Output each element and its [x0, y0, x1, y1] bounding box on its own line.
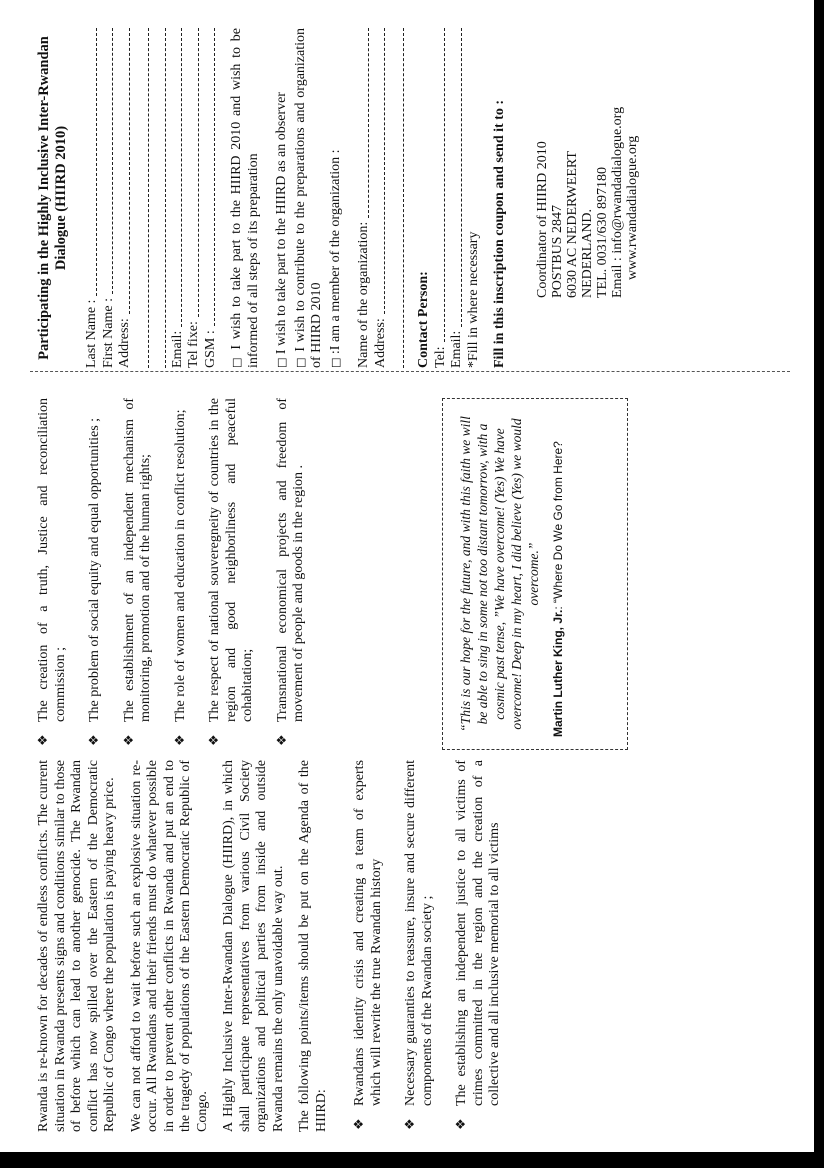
- organization-name-field[interactable]: Name of the organization:: [356, 28, 373, 368]
- address-line-2[interactable]: [134, 28, 149, 368]
- tel-fixe-field[interactable]: Tel fixe:: [186, 28, 203, 368]
- organization-address-field[interactable]: Address:: [373, 28, 390, 368]
- intro-paragraph-3: A Highly Inclusive Inter-Rwandan Dialogue (HIIRD), in which shall participate representatives from various Civil Society organizations and political parties from inside and outside Rwanda remains the only unavoidable way out.: [221, 760, 286, 1132]
- diamond-bullet-icon: ❖: [172, 734, 188, 746]
- mlk-quote-box: [442, 398, 628, 750]
- email-field[interactable]: Email:: [170, 28, 187, 368]
- intro-paragraph-1: Rwanda is re-known for decades of endless conflicts. The current situation in Rwanda presents signs and conditions similar to those of before which can lead to another genocide. The Rwandan conflict has now spilled over the Eastern of the Democratic Republic of Congo where the population is paying heavy price.: [36, 760, 117, 1132]
- checkbox-icon[interactable]: □: [328, 357, 342, 368]
- address-line: POSTBUS 2847: [549, 205, 565, 298]
- last-name-field[interactable]: Last Name :: [84, 28, 101, 368]
- diamond-bullet-icon: ❖: [352, 1118, 367, 1130]
- checkbox-icon[interactable]: □: [293, 356, 307, 368]
- quote-text: “This is our hope for the future, and with this faith we will be able to sing in some not too distant tomorrow, with a cosmic past tense, ”We have overcome! (Yes) We have overcome! Deep in my heart, I did believe (Yes) we would overcome.”: [458, 416, 541, 732]
- agenda-item-2: ❖ Necessary guaranties to reassure, insure and secure different components of the Rwandan society ;: [403, 760, 435, 1130]
- diamond-bullet-icon: ❖: [36, 734, 51, 746]
- first-name-field[interactable]: First Name :: [101, 28, 118, 368]
- agenda-item-9: ❖ Transnational economical projects and freedom of movement of people and goods in the region .: [274, 398, 306, 746]
- checkbox-take-part[interactable]: □ I wish to take part to the HIIRD 2010 and wish to be informed of all steps of its preparation: [229, 28, 261, 368]
- diamond-bullet-icon: ❖: [403, 1118, 418, 1130]
- agenda-item-7: ❖ The role of women and education in conflict resolution;: [172, 409, 188, 746]
- agenda-item-6: ❖ The establishment of an independent mechanism of monitoring, promotion and of the human rights;: [121, 398, 153, 746]
- checkbox-member[interactable]: □ :I am a member of the organization :: [327, 149, 343, 368]
- diamond-bullet-icon: ❖: [274, 734, 290, 746]
- postal-address: [535, 28, 640, 298]
- fill-note: *Fill in where necessary: [465, 231, 481, 368]
- diamond-bullet-icon: ❖: [121, 734, 137, 746]
- intro-paragraph-4: The following points/items should be put on the Agenda of the HIIRD:: [297, 760, 329, 1132]
- address-line: TEL. 0031/630 897180: [594, 166, 610, 298]
- gsm-field[interactable]: GSM :: [203, 28, 220, 368]
- agenda-item-1: ❖ Rwandans identity crisis and creating a team of experts which will rewrite the true Rwandan history: [352, 760, 384, 1130]
- diamond-bullet-icon: ❖: [207, 734, 222, 746]
- contact-person-title: Contact Person:: [416, 271, 431, 368]
- checkbox-icon[interactable]: □: [275, 357, 288, 368]
- agenda-item-4: ❖ The creation of a truth, Justice and reconciliation commission ;: [36, 398, 68, 746]
- checkbox-observer[interactable]: □ I wish to take part to the HIIRD as an observer: [274, 92, 289, 368]
- quote-source: : “Where Do We Go from Here?: [551, 441, 565, 610]
- intro-column: [36, 760, 516, 1132]
- agenda-item-8: ❖ The respect of national souveregneity of countries in the region and good neighborliness and peaceful cohabitation;: [207, 398, 255, 746]
- checkbox-contribute[interactable]: □ I wish to contribute to the preparations and organization of HIIRD 2010: [292, 27, 324, 368]
- diamond-bullet-icon: ❖: [454, 1118, 469, 1130]
- address-website[interactable]: www.rwandadialogue.org: [624, 135, 640, 280]
- quote-author: Martin Luther King, Jr.: [551, 609, 565, 737]
- agenda-item-5: ❖ The problem of social equity and equal opportunities ;: [87, 417, 102, 746]
- column-divider: [30, 371, 790, 372]
- agenda-column: [36, 398, 320, 748]
- address-email[interactable]: Email : info@rwandadialogue.org: [609, 106, 625, 298]
- contact-tel-field[interactable]: Tel:: [433, 28, 450, 368]
- inscription-form: [36, 28, 640, 368]
- address-field[interactable]: Address:: [117, 28, 134, 368]
- diamond-bullet-icon: ❖: [87, 734, 102, 746]
- address-line: 6030 AC NEDERWEERT: [564, 151, 580, 298]
- intro-paragraph-2: We can not afford to wait before such an explosive situation re-occur. All Rwandans and their friends must do whatever possible in order to prevent other conflicts in Rwanda and put an end to the tragedy of populations of the Eastern Democratic Republic of Congo.: [128, 760, 210, 1132]
- checkbox-icon[interactable]: □: [230, 355, 243, 368]
- form-title: Participating in the Highly Inclusive Inter-Rwandan Dialogue (HIIRD 2010): [36, 36, 69, 360]
- organization-address-line-2[interactable]: [389, 28, 404, 368]
- address-line-3[interactable]: [151, 28, 166, 368]
- agenda-item-3: ❖ The establishing an independent justice to all victims of crimes committed in the region and the creation of a collective and all inclusive memorial to all victims: [454, 760, 502, 1130]
- address-line: Coordinator of HIIRD 2010: [534, 141, 550, 298]
- address-line: NEDERLAND.: [579, 208, 595, 298]
- send-instruction: Fill in this inscription coupon and send it to :: [492, 99, 507, 368]
- contact-email-field[interactable]: Email:: [449, 28, 466, 368]
- quote-attribution: [550, 411, 567, 737]
